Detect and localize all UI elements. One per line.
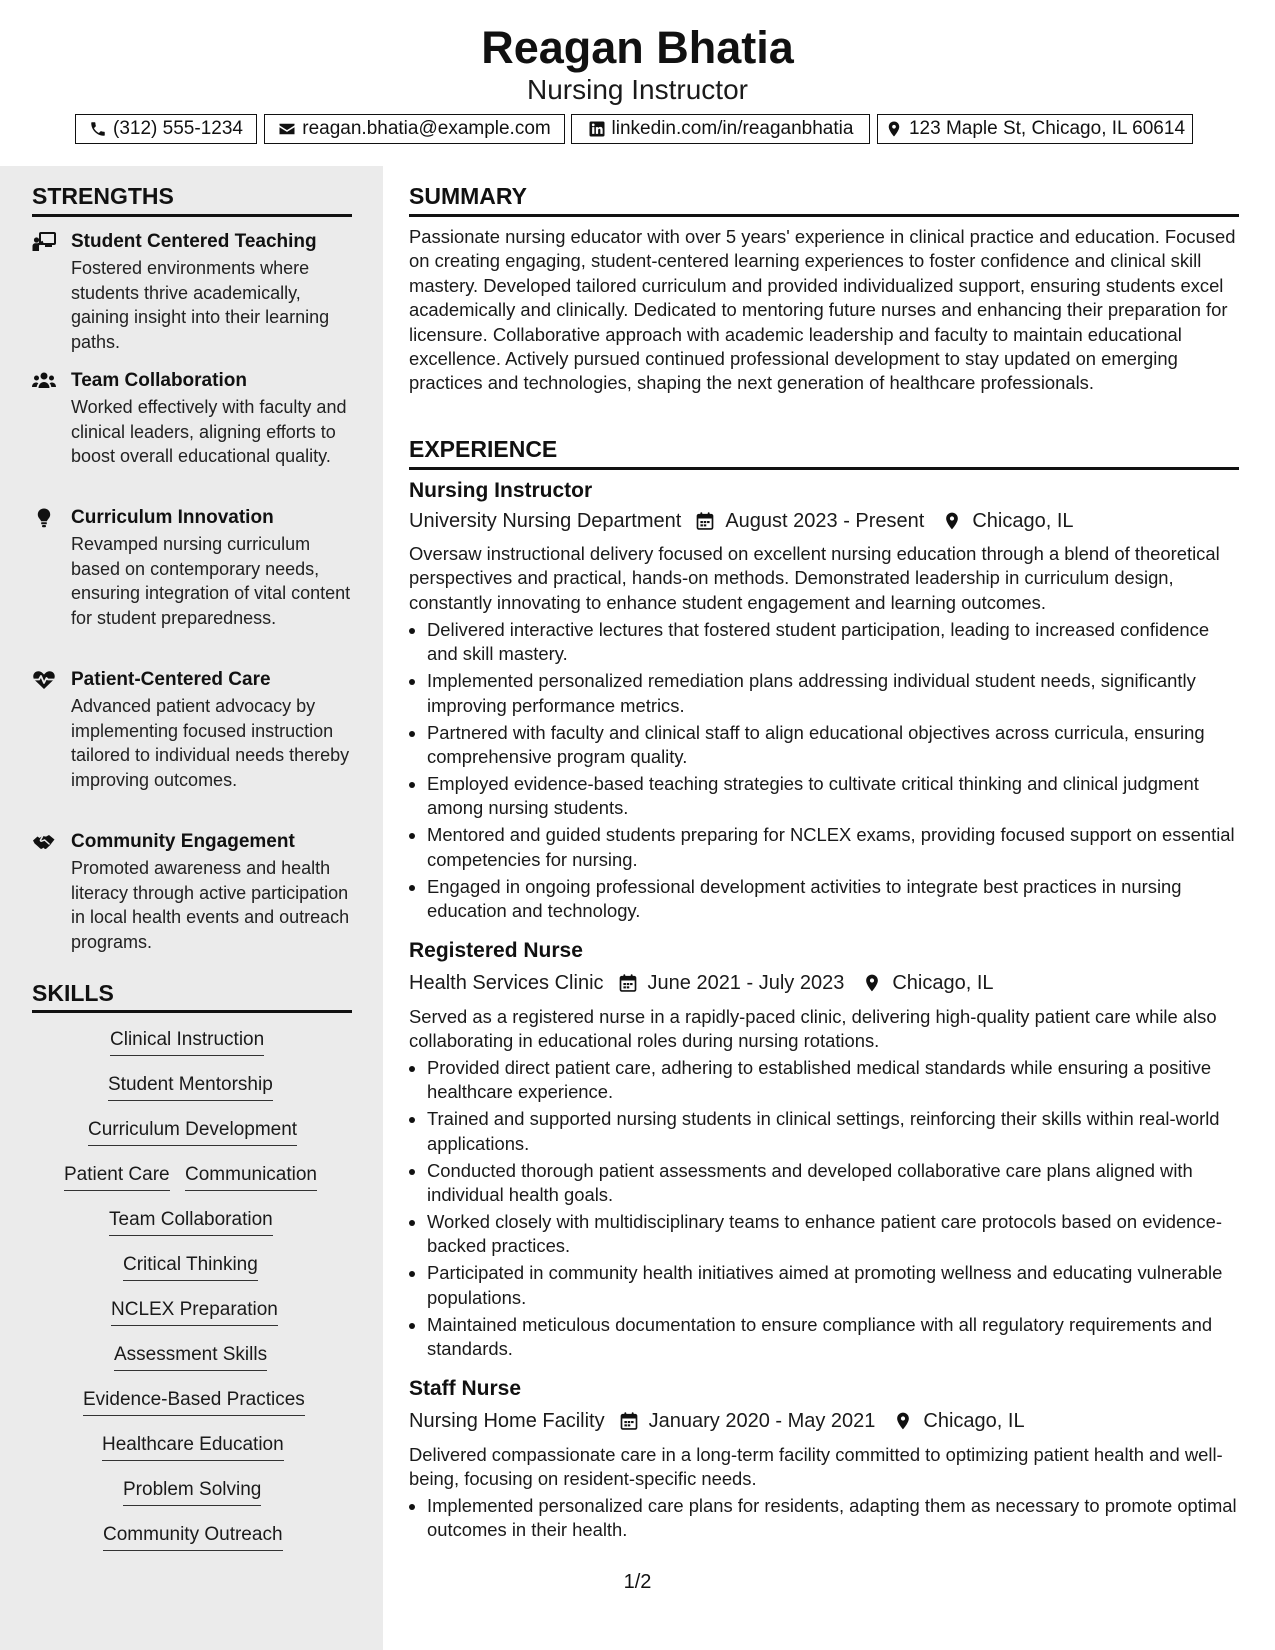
contact-address [877, 114, 1193, 144]
envelope-icon [278, 120, 296, 138]
job-meta [409, 508, 1074, 534]
summary-text: Passionate nursing educator with over 5 years' experience in clinical practice and education. Focused on creating engaging, student-centered learning experiences to foster confidence and clinical skill mastery. Developed tailored curriculum and provided individualized support, ensuring students excel academically and clinically. Dedicated to mentoring future nurses and enhancing their preparation for licensure. Collaborative approach with academic leadership and faculty to maintain educational excellence. Actively pursued continued professional development to stay updated on emerging practices and technologies, shaping the next generation of healthcare professionals. [409, 226, 1236, 394]
phone-text: (312) 555-1234 [113, 118, 243, 139]
contact-email[interactable] [264, 114, 565, 144]
page-number: 1/2 [623, 1571, 652, 1593]
list-item: Implemented personalized remediation plans addressing individual student needs, significantly improving performance metrics. [409, 669, 1239, 718]
job-title: Nursing Instructor [409, 479, 593, 502]
job-title: Staff Nurse [409, 1377, 522, 1400]
job-location: Chicago, IL [923, 1409, 1025, 1432]
strengths-heading: STRENGTHS [32, 183, 174, 209]
contact-phone[interactable] [75, 114, 257, 144]
list-item: Maintained meticulous documentation to ensure compliance with all regulatory requirements and standards. [409, 1313, 1239, 1362]
strength-desc: Advanced patient advocacy by implementing focused instruction tailored to individual needs thereby improving outcomes. [71, 696, 350, 790]
job-meta [409, 1408, 1025, 1434]
calendar-icon [619, 1411, 639, 1431]
skills-heading: SKILLS [32, 980, 114, 1006]
strength-title: Team Collaboration [71, 370, 247, 391]
list-item: Employed evidence-based teaching strategies to cultivate critical thinking and clinical judgment among nursing students. [409, 772, 1239, 821]
list-item: Delivered interactive lectures that fostered student participation, leading to increased confidence and skill mastery. [409, 618, 1239, 667]
strength-title: Patient-Centered Care [71, 669, 271, 690]
job-description: Delivered compassionate care in a long-term facility committed to optimizing patient health and well-being, focusing on resident-specific needs. [409, 1444, 1223, 1490]
summary-divider [409, 214, 1239, 217]
job-location: Chicago, IL [972, 509, 1074, 532]
skill-tag: Evidence-Based Practices [83, 1388, 305, 1416]
contact-bar [0, 114, 1275, 144]
map-pin-icon [862, 973, 882, 993]
address-text: 123 Maple St, Chicago, IL 60614 [908, 118, 1186, 139]
skill-tag: NCLEX Preparation [111, 1298, 278, 1326]
teacher-board-icon [32, 232, 56, 252]
map-pin-icon [885, 120, 903, 138]
job-org: Nursing Home Facility [409, 1409, 605, 1432]
map-pin-icon [942, 511, 962, 531]
job-dates: June 2021 - July 2023 [647, 971, 845, 994]
skill-tag: Clinical Instruction [110, 1028, 264, 1056]
skill-tag: Communication [185, 1163, 317, 1191]
calendar-icon [618, 973, 638, 993]
email-text: reagan.bhatia@example.com [302, 118, 551, 139]
job-org: Health Services Clinic [409, 971, 604, 994]
strength-desc: Worked effectively with faculty and clinical leaders, aligning efforts to boost overall educational quality. [71, 397, 347, 466]
phone-icon [89, 120, 107, 138]
skill-tag: Problem Solving [123, 1478, 261, 1506]
skill-tag: Assessment Skills [114, 1343, 267, 1371]
candidate-title: Nursing Instructor [527, 74, 748, 105]
strength-desc: Revamped nursing curriculum based on contemporary needs, ensuring integration of vital content for student preparedness. [71, 534, 351, 628]
skill-tag: Curriculum Development [88, 1118, 297, 1146]
list-item: Worked closely with multidisciplinary teams to enhance patient care protocols based on evidence-backed practices. [409, 1210, 1239, 1259]
list-item: Implemented personalized care plans for residents, adapting them as necessary to promote optimal outcomes in their health. [409, 1494, 1239, 1543]
heartbeat-icon [32, 670, 56, 690]
resume-header [0, 0, 1275, 166]
contact-linkedin[interactable] [571, 114, 870, 144]
job-org: University Nursing Department [409, 509, 682, 532]
strength-title: Community Engagement [71, 831, 295, 852]
skill-tag: Community Outreach [103, 1523, 283, 1551]
strength-title: Curriculum Innovation [71, 507, 274, 528]
calendar-icon [695, 511, 715, 531]
experience-divider [409, 467, 1239, 470]
skill-tag: Healthcare Education [102, 1433, 284, 1461]
list-item: Engaged in ongoing professional development activities to integrate best practices in nursing education and technology. [409, 875, 1239, 924]
skills-divider [32, 1010, 352, 1013]
map-pin-icon [893, 1411, 913, 1431]
linkedin-text: linkedin.com/in/reaganbhatia [611, 118, 854, 139]
handshake-icon [32, 832, 56, 852]
job-dates: January 2020 - May 2021 [648, 1409, 876, 1432]
list-item: Partnered with faculty and clinical staff to align educational objectives across curricula, ensuring comprehensive program quality. [409, 721, 1239, 770]
summary-heading: SUMMARY [409, 183, 527, 209]
list-item: Trained and supported nursing students in clinical settings, reinforcing their skills within real-world applications. [409, 1107, 1239, 1156]
list-item: Participated in community health initiatives aimed at promoting wellness and educating vulnerable populations. [409, 1261, 1239, 1310]
linkedin-icon [588, 120, 606, 138]
job-description: Oversaw instructional delivery focused on excellent nursing education through a blend of theoretical perspectives and practical, hands-on methods. Demonstrated leadership in curriculum design, constantly innovating to enhance student engagement and learning outcomes. [409, 543, 1220, 613]
users-group-icon [32, 371, 56, 391]
job-location: Chicago, IL [892, 971, 994, 994]
job-dates: August 2023 - Present [725, 509, 925, 532]
job-meta [409, 970, 994, 996]
experience-heading: EXPERIENCE [409, 436, 558, 462]
skill-tag: Team Collaboration [109, 1208, 273, 1236]
strengths-divider [32, 214, 352, 217]
skill-tag: Critical Thinking [123, 1253, 258, 1281]
job-title: Registered Nurse [409, 939, 583, 962]
lightbulb-icon [32, 508, 56, 528]
list-item: Conducted thorough patient assessments and developed collaborative care plans aligned with individual health goals. [409, 1159, 1239, 1208]
job-bullets [409, 1494, 1239, 1545]
list-item: Mentored and guided students preparing for NCLEX exams, providing focused support on essential competencies for nursing. [409, 823, 1239, 872]
strength-desc: Promoted awareness and health literacy through active participation in local health events and outreach programs. [71, 858, 350, 952]
list-item: Provided direct patient care, adhering to established medical standards while ensuring a positive healthcare experience. [409, 1056, 1239, 1105]
job-bullets [409, 1056, 1239, 1364]
job-description: Served as a registered nurse in a rapidly-paced clinic, delivering high-quality patient care while also collaborating in educational roles during nursing rotations. [409, 1006, 1217, 1052]
skill-tag: Patient Care [64, 1163, 170, 1191]
job-bullets [409, 618, 1239, 926]
strength-desc: Fostered environments where students thrive academically, gaining insight into their learning paths. [71, 258, 330, 352]
skill-tag: Student Mentorship [108, 1073, 273, 1101]
strength-title: Student Centered Teaching [71, 231, 317, 252]
candidate-name: Reagan Bhatia [481, 22, 794, 73]
